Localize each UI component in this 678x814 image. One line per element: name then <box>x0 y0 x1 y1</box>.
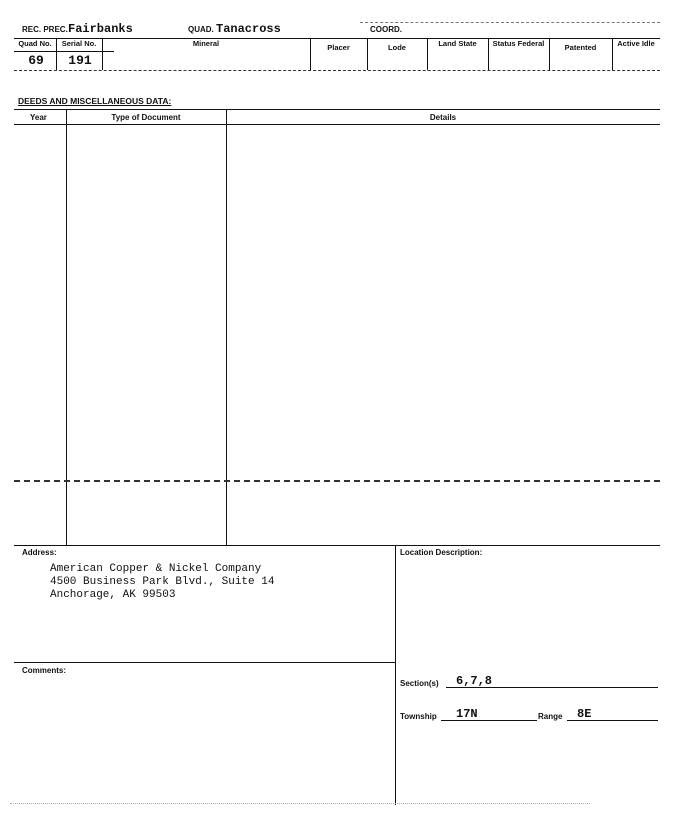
deeds-dashed-break <box>14 480 660 482</box>
header-split-rule <box>14 51 114 52</box>
deeds-col-type: Type of Document <box>111 113 181 122</box>
deeds-col-details: Details <box>429 113 457 122</box>
col-header-active-idle: Active Idle <box>617 39 655 48</box>
table-top-rule <box>14 38 660 39</box>
quad-no-value: 69 <box>28 53 44 68</box>
table-bottom-rule <box>14 70 660 71</box>
section-label: Section(s) <box>400 679 439 688</box>
deeds-header-rule <box>14 124 660 125</box>
comments-label: Comments: <box>22 666 67 675</box>
address-location-divider <box>395 545 396 805</box>
address-label: Address: <box>22 548 57 557</box>
comments-top-rule <box>14 662 395 663</box>
township-value: 17N <box>456 707 478 721</box>
deeds-title: DEEDS AND MISCELLANEOUS DATA: <box>18 96 172 106</box>
quad-value: Tanacross <box>216 22 281 36</box>
col-header-status-federal: Status Federal <box>492 39 545 48</box>
range-label: Range <box>538 712 563 721</box>
col-header-land-state: Land State <box>438 39 477 48</box>
address-line-3: Anchorage, AK 99503 <box>50 589 176 601</box>
address-top-rule <box>14 545 660 546</box>
coord-label: COORD. <box>370 25 402 34</box>
deeds-col-year: Year <box>30 113 47 122</box>
col-header-placer: Placer <box>327 43 350 52</box>
address-line-2: 4500 Business Park Blvd., Suite 14 <box>50 576 275 588</box>
col-header-quad-no: Quad No. <box>18 39 52 48</box>
range-value: 8E <box>577 707 592 721</box>
col-divider <box>310 38 311 70</box>
quad-label: QUAD. <box>188 25 214 34</box>
location-label: Location Description: <box>400 548 483 557</box>
top-dashed-edge <box>360 22 660 23</box>
rec-prec-value: Fairbanks <box>68 22 133 36</box>
col-header-mineral: Mineral <box>192 39 220 48</box>
section-value: 6,7,8 <box>456 674 493 688</box>
address-line-1: American Copper & Nickel Company <box>50 563 262 575</box>
col-header-lode: Lode <box>388 43 406 52</box>
col-header-patented: Patented <box>564 43 597 52</box>
rec-prec-label: REC. PREC. <box>22 25 68 34</box>
serial-no-value: 191 <box>68 53 92 68</box>
col-divider <box>367 38 368 70</box>
scan-bottom-edge <box>10 803 590 804</box>
township-label: Township <box>400 712 437 721</box>
col-divider <box>549 38 550 70</box>
deeds-top-rule <box>14 109 660 110</box>
col-header-serial-no: Serial No. <box>61 39 97 48</box>
